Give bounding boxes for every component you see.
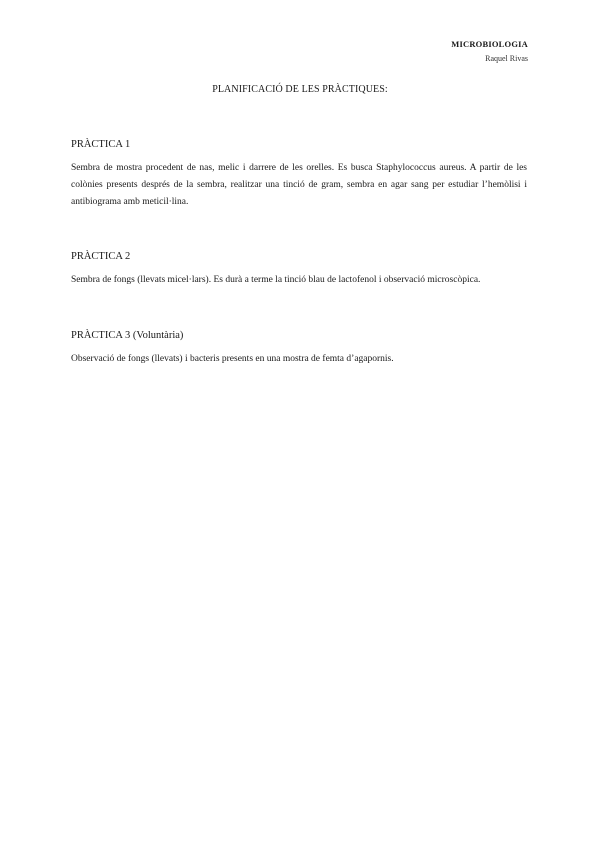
- section-heading: PRÀCTICA 3 (Voluntària): [71, 330, 184, 341]
- section-body: Sembra de mostra procedent de nas, melic i darrere de les orelles. Es busca Staphylococcus aureus. A partir de les colònies presents després de la sembra, realitzar una tinció de gram, sembra en agar sang per estudiar l’hemòlisi i antibiograma amb meticil·lina.: [71, 163, 527, 207]
- course-name: MICROBIOLOGIA: [451, 39, 528, 49]
- section-heading: PRÀCTICA 2: [71, 251, 131, 262]
- section-practica-2: [71, 250, 527, 289]
- section-body: Sembra de fongs (llevats micel·lars). Es durà a terme la tinció blau de lactofenol i observació microscòpica.: [71, 275, 481, 285]
- section-practica-1: [71, 138, 527, 211]
- section-practica-3: [71, 329, 527, 368]
- document-title: PLANIFICACIÓ DE LES PRÀCTIQUES:: [212, 84, 388, 95]
- section-body: Observació de fongs (llevats) i bacteris presents en una mostra de femta d’agapornis.: [71, 354, 394, 364]
- section-heading: PRÀCTICA 1: [71, 139, 131, 150]
- page-header: [451, 38, 528, 65]
- author-name: Raquel Rivas: [485, 54, 528, 63]
